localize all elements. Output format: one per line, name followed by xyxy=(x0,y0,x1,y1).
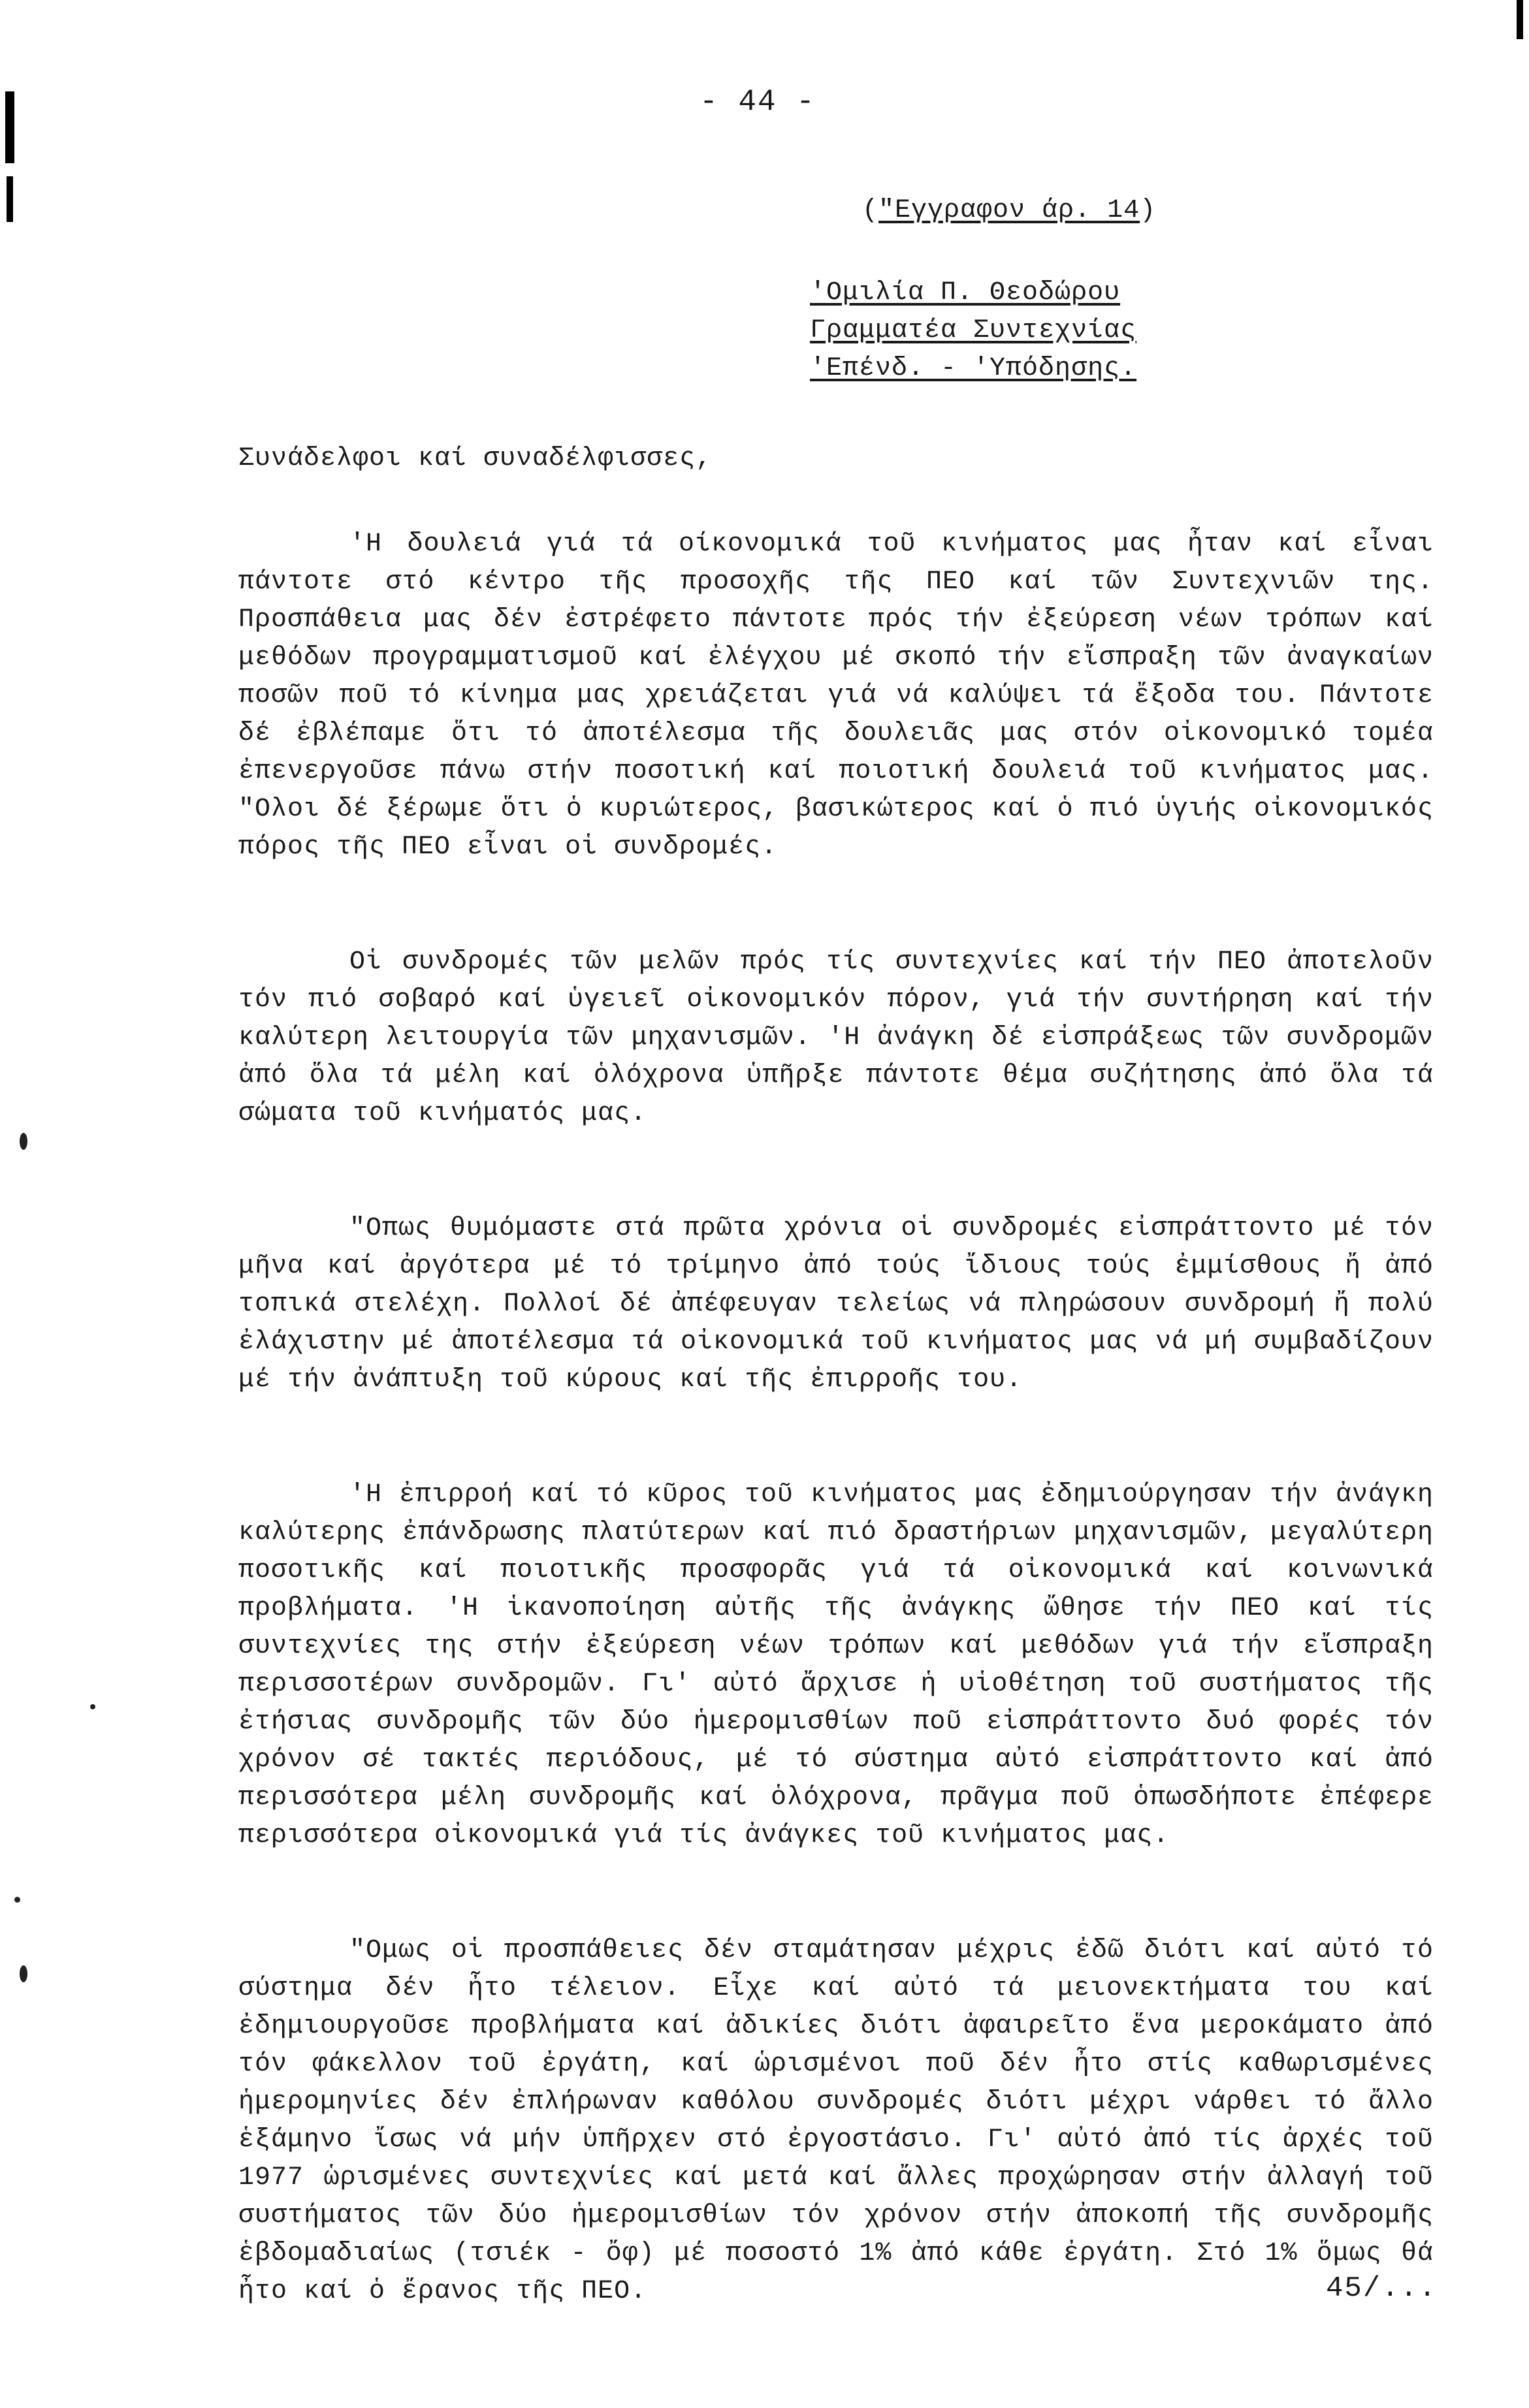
document-reference xyxy=(862,196,1156,225)
paragraph: 'Η ἐπιρροή καί τό κῦρος τοῦ κινήματος μας ἐδημιούργησαν τήν ἀνάγκη καλύτερης ἐπάνδρωσης πλατύτερων καί πιό δραστήριων μηχανισμῶν, μεγαλύτερη ποσοτικῆς καί ποιοτικῆς προσφορᾶς γιά τά οἰκονομικά καί κοινωνικά προβλήματα. 'Η ἱκανοποίηση αὐτῆς τῆς ἀνάγκης ὤθησε τήν ΠΕΟ καί τίς συντεχνίες της στήν ἐξεύρεση νέων τρόπων καί μεθόδων γιά τήν εἴσπραξη περισσοτέρων συνδρομῶν. Γι' αὐτό ἄρχισε ἡ υἱοθέτηση τοῦ συστήματος τῆς ἐτήσιας συνδρομῆς τῶν δύο ἡμερομισθίων ποῦ εἰσπράττοντο δυό φορές τόν χρόνον σέ τακτές περιόδους, μέ τό σύστημα αὐτό εἰσπράττοντο καί ἀπό περισσότερα μέλη συνδρομῆς καί ὁλόχρονα, πρᾶγμα ποῦ ὁπωσδήποτε ἐπέφερε περισσότερα οἰκονομικά γιά τίς ἀνάγκες τοῦ κινήματος μας. xyxy=(238,1480,1434,1850)
doc-ref-close: ) xyxy=(1140,196,1157,225)
scan-edge-mark xyxy=(1517,0,1523,39)
doc-ref-label: "Εγγραφον άρ. 14 xyxy=(878,196,1140,225)
speaker-block xyxy=(810,274,1136,388)
speaker-line: 'Ομιλία Π. Θεοδώρου xyxy=(810,278,1121,308)
salutation: Συνάδελφοι καί συναδέλφισσες, xyxy=(238,444,713,473)
scan-speck xyxy=(90,1704,95,1709)
paragraph: "Οπως θυμόμαστε στά πρῶτα χρόνια οἱ συνδρομές εἰσπράττοντο μέ τόν μῆνα καί ἀργότερα μέ τό τρίμηνο ἀπό τούς ἴδιους τούς ἐμμίσθους ἤ ἀπό τοπικά στελέχη. Πολλοί δέ ἀπέφευγαν τελείως νά πληρώσουν συνδρομή ἤ πολύ ἐλάχιστην μέ ἀποτέλεσμα τά οἰκονομικά τοῦ κινήματος μας νά μή συμβαδίζουν μέ τήν ἀνάπτυξη τοῦ κύρους καί τῆς ἐπιρροῆς του. xyxy=(238,1214,1434,1395)
paragraph: "Ομως οἱ προσπάθειες δέν σταμάτησαν μέχρις ἐδῶ διότι καί αὐτό τό σύστημα δέν ἦτο τέλειον. Εἶχε καί αὐτό τά μειονεκτήματα του καί ἐδημιουργοῦσε προβλήματα καί ἀδικίες διότι ἀφαιρεῖτο ἕνα μεροκάματο ἀπό τόν φάκελλον τοῦ ἐργάτη, καί ὡρισμένοι ποῦ δέν ἦτο στίς καθωρισμένες ἡμερομηνίες δέν ἐπλήρωναν καθόλου συνδρομές διότι μέχρι νάρθει τό ἄλλο ἑξάμηνο ἴσως νά μήν ὑπῆρχεν στό ἐργοστάσιο. Γι' αὐτό ἀπό τίς ἀρχές τοῦ 1977 ὡρισμένες συντεχνίες καί μετά καί ἄλλες προχώρησαν στήν ἀλλαγή τοῦ συστήματος τῶν δύο ἡμερομισθίων τόν χρόνον στήν ἀποκοπή τῆς συνδρομῆς ἑβδομαδιαίως (τσιέκ - ὄφ) μέ ποσοστό 1% ἀπό κάθε ἐργάτη. Στό 1% ὅμως θά ἦτο καί ὁ ἔρανος τῆς ΠΕΟ. xyxy=(238,1936,1434,2306)
scan-edge-mark xyxy=(7,176,13,222)
continuation-marker: 45/... xyxy=(1326,2272,1438,2305)
scan-speck xyxy=(20,1133,27,1150)
speaker-line: Γραμματέα Συντεχνίας xyxy=(810,316,1137,345)
scan-edge-mark xyxy=(5,91,14,163)
paragraph: Οἱ συνδρομές τῶν μελῶν πρός τίς συντεχνίες καί τήν ΠΕΟ ἀποτελοῦν τόν πιό σοβαρό καί ὑγειεῖ οἰκονομικόν πόρον, γιά τήν συντήρηση καί τήν καλύτερη λειτουργία τῶν μηχανισμῶν. 'Η ἀνάγκη δέ εἰσπράξεως τῶν συνδρομῶν ἀπό ὅλα τά μέλη καί ὁλόχρονα ὑπῆρξε πάντοτε θέμα συζήτησης ἀπό ὅλα τά σώματα τοῦ κινήματός μας. xyxy=(238,947,1434,1128)
body-text xyxy=(238,526,1434,2388)
scan-speck xyxy=(14,1897,20,1903)
paragraph: 'Η δουλειά γιά τά οίκονομικά τοῦ κινήματος μας ἦταν καί εἶναι πάντοτε στό κέντρο τῆς προσοχῆς τῆς ΠΕΟ καί τῶν Συντεχνιῶν της. Προσπάθεια μας δέν ἐστρέφετο πάντοτε πρός τήν ἐξεύρεση νέων τρόπων καί μεθόδων προγραμματισμοῦ καί ἐλέγχου μέ σκοπό τήν εἴσπραξη τῶν ἀναγκαίων ποσῶν ποῦ τό κίνημα μας χρειάζεται γιά νά καλύψει τά ἔξοδα του. Πάντοτε δέ ἐβλέπαμε ὅτι τό ἀποτέλεσμα τῆς δουλειᾶς μας στόν οἰκονομικό τομέα ἐπενεργοῦσε πάνω στήν ποσοτική καί ποιοτική δουλειά τοῦ κινήματος μας. "Ολοι δέ ξέρωμε ὅτι ὁ κυριώτερος, βασικώτερος καί ὁ πιό ὑγιής οἰκονομικός πόρος τῆς ΠΕΟ εἶναι οἱ συνδρομές. xyxy=(238,530,1434,862)
doc-ref-open: ( xyxy=(862,196,879,225)
speaker-line: 'Επένδ. - 'Υπόδησης. xyxy=(810,354,1137,383)
page-number: - 44 - xyxy=(700,85,816,119)
scan-speck xyxy=(20,1965,27,1982)
